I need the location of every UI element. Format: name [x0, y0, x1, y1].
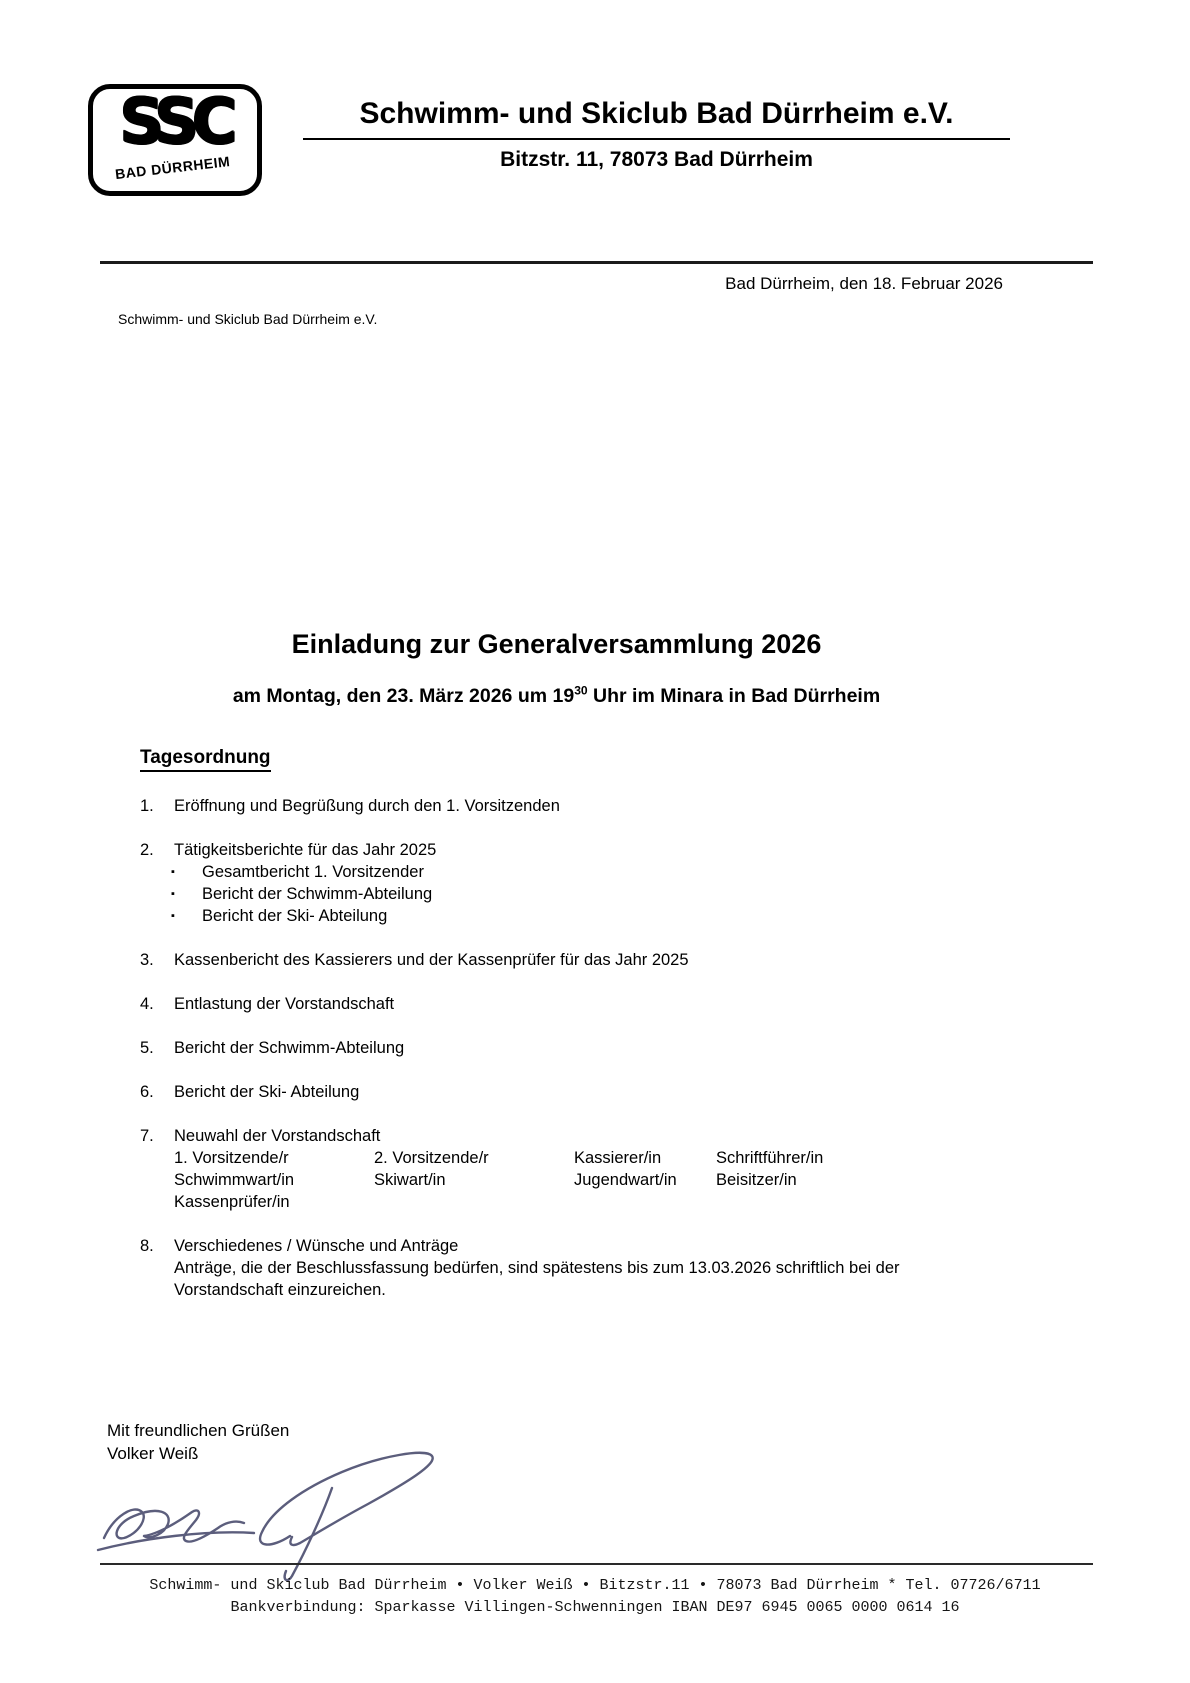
agenda-item [140, 993, 1050, 1015]
page-title: Einladung zur Generalversammlung 2026 [291, 629, 822, 659]
agenda-item-text: Neuwahl der Vorstandschaft [174, 1127, 381, 1145]
letterhead-header [303, 97, 1010, 172]
agenda-item-text: Entlastung der Vorstandschaft [174, 995, 395, 1013]
agenda-item-number: 5. [140, 1039, 154, 1057]
agenda-item-number: 7. [140, 1127, 154, 1145]
position-cell: Beisitzer/in [716, 1171, 797, 1189]
agenda-item-content [171, 839, 1050, 927]
signature-stroke-right [260, 1453, 433, 1545]
position-cell: Schwimmwart/in [174, 1171, 295, 1189]
square-bullet-icon: ▪ [171, 866, 175, 878]
agenda-item-content [174, 993, 1050, 1015]
agenda-sub-item [171, 861, 1050, 883]
signature-stroke-underline [98, 1532, 254, 1550]
agenda-item [140, 1235, 1050, 1301]
agenda-sub-item-text: Gesamtbericht 1. Vorsitzender [202, 863, 424, 881]
ssc-logo-icon: SSC [119, 85, 231, 158]
signature-stroke-descender [285, 1488, 332, 1580]
agenda-item [140, 795, 1050, 817]
agenda-item-number: 6. [140, 1083, 154, 1101]
agenda-item [140, 949, 1050, 971]
sender-line: Schwimm- und Skiclub Bad Dürrheim e.V. [118, 311, 378, 327]
position-cell: Jugendwart/in [574, 1171, 677, 1189]
agenda-item-note: Anträge, die der Beschlussfassung bedürfen, sind spätestens bis zum 13.03.2026 schriftlich bei der Vorstandschaft einzureichen. [174, 1259, 900, 1299]
agenda-item-content [174, 1235, 1050, 1301]
agenda-sub-item [171, 905, 1050, 927]
agenda-item-number: 2. [140, 841, 154, 859]
header-divider [100, 261, 1093, 264]
footer [0, 1575, 1190, 1619]
agenda-heading: Tagesordnung [140, 747, 271, 772]
footer-divider [100, 1563, 1093, 1565]
square-bullet-icon: ▪ [171, 910, 175, 922]
position-cell: 1. Vorsitzende/r [174, 1149, 289, 1167]
agenda-item-text: Eröffnung und Begrüßung durch den 1. Vorsitzenden [174, 797, 560, 815]
club-address: Bitzstr. 11, 78073 Bad Dürrheim [500, 148, 813, 171]
agenda-sub-item-text: Bericht der Schwimm-Abteilung [202, 885, 433, 903]
club-name: Schwimm- und Skiclub Bad Dürrheim e.V. [303, 97, 1010, 140]
subtitle-prefix: am Montag, den 23. März 2026 um 19 [232, 685, 575, 707]
positions-row [174, 1191, 1050, 1213]
positions-row [174, 1169, 1050, 1191]
position-cell: 2. Vorsitzende/r [374, 1149, 489, 1167]
agenda-item-text: Tätigkeitsberichte für das Jahr 2025 [174, 841, 437, 859]
date-line: Bad Dürrheim, den 18. Februar 2026 [725, 274, 1003, 293]
agenda-sub-list [171, 861, 1050, 927]
agenda-item-content [174, 1125, 1050, 1213]
agenda-sub-item-text: Bericht der Ski- Abteilung [202, 907, 388, 925]
position-cell: Schriftführer/in [716, 1149, 824, 1167]
footer-bank-line: Bankverbindung: Sparkasse Villingen-Schwenningen IBAN DE97 6945 0065 0000 0614 16 [230, 1599, 960, 1616]
subtitle-superscript: 30 [574, 683, 588, 698]
event-subtitle [0, 685, 1113, 708]
agenda-item-text: Kassenbericht des Kassierers und der Kassenprüfer für das Jahr 2025 [174, 951, 689, 969]
position-cell: Kassierer/in [574, 1149, 662, 1167]
agenda-item-content [174, 1081, 1050, 1103]
agenda-item-text: Bericht der Ski- Abteilung [174, 1083, 360, 1101]
agenda-item-number: 3. [140, 951, 154, 969]
agenda-list [140, 795, 1050, 1301]
agenda-item-text: Bericht der Schwimm-Abteilung [174, 1039, 405, 1057]
agenda-section [140, 747, 1050, 1323]
agenda-item [140, 1125, 1050, 1213]
agenda-item-content [174, 949, 1050, 971]
agenda-item-number: 4. [140, 995, 154, 1013]
agenda-item-text: Verschiedenes / Wünsche und Anträge [174, 1237, 459, 1255]
agenda-item-number: 8. [140, 1237, 154, 1255]
position-cell: Skiwart/in [374, 1171, 446, 1189]
positions-row [174, 1147, 1050, 1169]
agenda-item [140, 1081, 1050, 1103]
square-bullet-icon: ▪ [171, 888, 175, 900]
agenda-item-content [174, 795, 1050, 817]
agenda-sub-item [171, 883, 1050, 905]
position-cell [716, 1191, 1050, 1213]
handwritten-signature [94, 1446, 446, 1586]
agenda-item [140, 1037, 1050, 1059]
agenda-item-number: 1. [140, 797, 154, 815]
agenda-item [140, 839, 1050, 927]
position-cell: Kassenprüfer/in [174, 1193, 290, 1211]
signer-name: Volker Weiß [107, 1444, 199, 1463]
logo-city-label: BAD DÜRRHEIM [114, 153, 231, 183]
subtitle-suffix: Uhr im Minara in Bad Dürrheim [587, 685, 881, 707]
agenda-item-content [174, 1037, 1050, 1059]
club-logo [88, 84, 262, 196]
closing-greeting: Mit freundlichen Grüßen [107, 1421, 290, 1440]
position-cell [374, 1191, 574, 1213]
position-cell [574, 1191, 716, 1213]
footer-contact-line: Schwimm- und Skiclub Bad Dürrheim • Volker Weiß • Bitzstr.11 • 78073 Bad Dürrheim * Tel. 07726/6711 [149, 1577, 1041, 1594]
